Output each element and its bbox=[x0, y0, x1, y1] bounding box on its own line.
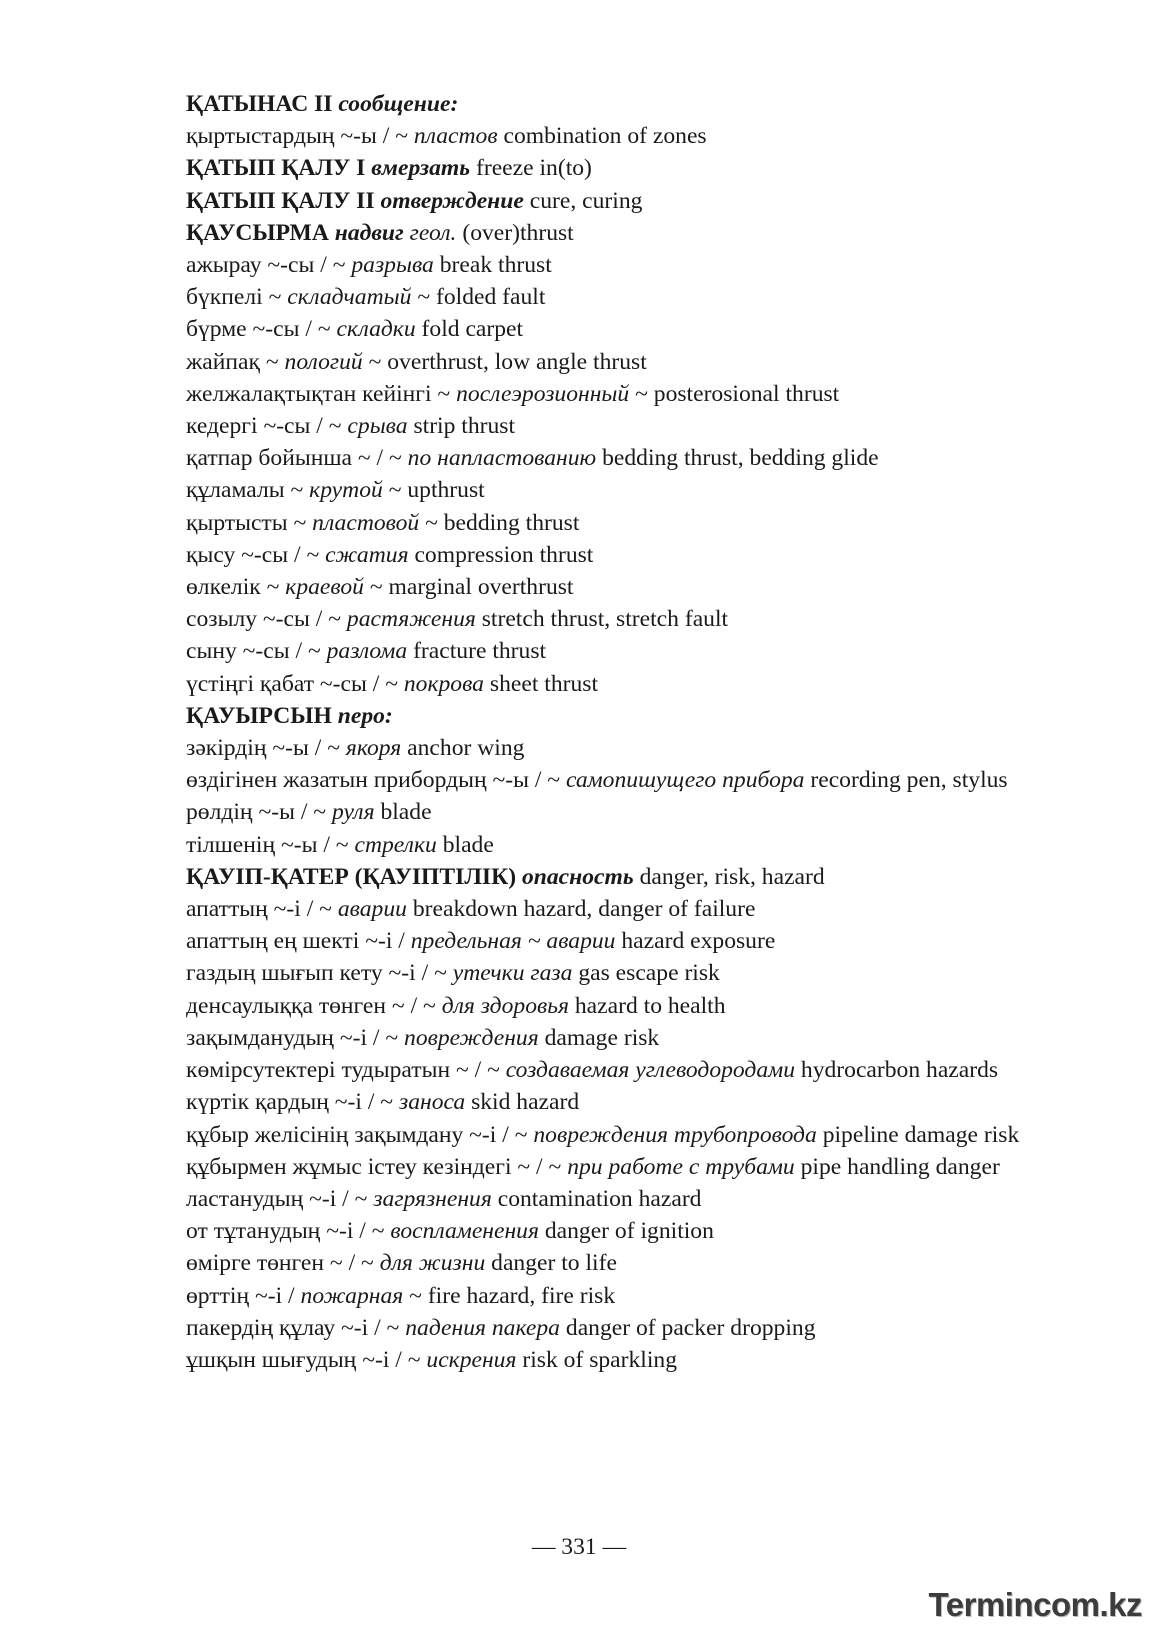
english-equivalent: pipe handling danger bbox=[800, 1153, 1000, 1180]
russian-equivalent: предельная ~ аварии bbox=[410, 928, 616, 955]
sub-entry bbox=[148, 796, 1037, 828]
sub-entry bbox=[148, 603, 1037, 635]
english-equivalent: combination of zones bbox=[503, 123, 707, 150]
kazakh-phrase: бүрме ~-сы / ~ bbox=[186, 316, 331, 343]
english-equivalent: recording pen, stylus bbox=[810, 767, 1008, 794]
kazakh-phrase: пакердің құлау ~-і / ~ bbox=[186, 1314, 400, 1341]
kazakh-phrase: қыртыстардың ~-ы / ~ bbox=[186, 123, 408, 150]
english-equivalent: fracture thrust bbox=[413, 638, 547, 665]
sub-entry bbox=[148, 281, 1037, 313]
headword: ҚАУСЫРМА bbox=[186, 219, 329, 246]
sub-entry bbox=[148, 1119, 1037, 1151]
english-equivalent: compression thrust bbox=[414, 541, 594, 568]
kazakh-phrase: от тұтанудың ~-і / ~ bbox=[186, 1218, 385, 1245]
english-equivalent: ~ fire hazard, fire risk bbox=[409, 1282, 616, 1309]
russian-equivalent: искрения bbox=[426, 1346, 517, 1373]
english-equivalent: danger, risk, hazard bbox=[639, 863, 825, 890]
russian-equivalent: сообщение: bbox=[338, 91, 459, 117]
sub-entry bbox=[148, 249, 1037, 281]
russian-equivalent: создаваемая углеводородами bbox=[505, 1057, 795, 1084]
english-equivalent: ~ bedding thrust bbox=[425, 509, 580, 536]
headword: ҚАТЫП ҚАЛУ І bbox=[186, 155, 366, 182]
sub-entry bbox=[148, 1280, 1037, 1312]
dictionary-text bbox=[148, 88, 1037, 1376]
russian-equivalent: пластовой bbox=[312, 509, 420, 536]
kazakh-phrase: созылу ~-сы / ~ bbox=[186, 606, 341, 633]
english-equivalent: strip thrust bbox=[413, 413, 516, 440]
sub-entry bbox=[148, 1183, 1037, 1215]
english-equivalent: danger of packer dropping bbox=[565, 1314, 816, 1341]
russian-equivalent: для здоровья bbox=[441, 992, 569, 1019]
sub-entry bbox=[148, 732, 1037, 764]
headword-entry bbox=[148, 152, 1037, 184]
english-equivalent: fold carpet bbox=[421, 316, 524, 343]
russian-equivalent: срыва bbox=[347, 413, 408, 440]
russian-equivalent: самопишущего прибора bbox=[565, 767, 805, 794]
russian-equivalent: краевой bbox=[285, 574, 364, 601]
kazakh-phrase: газдың шығып кету ~-і / ~ bbox=[186, 960, 447, 987]
sub-entry bbox=[148, 571, 1037, 603]
sub-entry bbox=[148, 635, 1037, 667]
russian-equivalent: растяжения bbox=[346, 606, 476, 633]
kazakh-phrase: зәкірдің ~-ы / ~ bbox=[186, 735, 340, 762]
english-equivalent: hazard exposure bbox=[621, 928, 776, 955]
russian-equivalent: крутой bbox=[309, 477, 383, 504]
english-equivalent: freeze in(to) bbox=[475, 155, 592, 182]
english-equivalent: blade bbox=[442, 831, 494, 858]
sub-entry bbox=[148, 957, 1037, 989]
english-equivalent: ~ marginal overthrust bbox=[369, 574, 574, 601]
sub-entry bbox=[148, 1086, 1037, 1118]
sub-entry bbox=[148, 668, 1037, 700]
russian-equivalent: надвиг bbox=[334, 219, 404, 246]
kazakh-phrase: құбырмен жұмыс істеу кезіндегі ~ / ~ bbox=[186, 1153, 562, 1180]
sub-entry bbox=[148, 1247, 1037, 1279]
headword-entry bbox=[148, 700, 1037, 732]
english-equivalent: ~ folded fault bbox=[417, 284, 546, 311]
english-equivalent: (over)thrust bbox=[462, 219, 574, 246]
english-equivalent: ~ overthrust, low angle thrust bbox=[368, 348, 647, 375]
sub-entry bbox=[148, 1022, 1037, 1054]
termincom-logo: Termincom.kz bbox=[928, 1586, 1142, 1623]
russian-equivalent: отверждение bbox=[380, 187, 524, 214]
russian-equivalent: пластов bbox=[413, 123, 498, 150]
english-equivalent: stretch thrust, stretch fault bbox=[481, 606, 729, 633]
kazakh-phrase: ластанудың ~-і / ~ bbox=[186, 1185, 368, 1212]
kazakh-phrase: сыну ~-сы / ~ bbox=[186, 638, 321, 665]
russian-equivalent: при работе с трубами bbox=[567, 1153, 795, 1180]
sub-entry bbox=[148, 378, 1037, 410]
english-equivalent: contamination hazard bbox=[497, 1185, 702, 1212]
russian-equivalent: загрязнения bbox=[373, 1185, 492, 1212]
sub-entry bbox=[148, 1312, 1037, 1344]
headword: ҚАТЫНАС ІІ bbox=[186, 91, 333, 117]
english-equivalent: danger of ignition bbox=[544, 1218, 714, 1245]
russian-equivalent: послеэрозионный bbox=[456, 380, 630, 407]
sub-entry bbox=[148, 410, 1037, 442]
headword: ҚАУЫРСЫН bbox=[186, 702, 332, 729]
sub-entry bbox=[148, 539, 1037, 571]
russian-equivalent: для жизни bbox=[379, 1250, 486, 1277]
russian-equivalent: руля bbox=[331, 799, 375, 826]
headword-entry bbox=[148, 185, 1037, 217]
russian-equivalent: опасность bbox=[521, 863, 634, 890]
russian-equivalent: сжатия bbox=[325, 541, 409, 568]
kazakh-phrase: өрттің ~-і / bbox=[186, 1282, 295, 1309]
english-equivalent: anchor wing bbox=[407, 735, 525, 762]
headword-entry bbox=[148, 217, 1037, 249]
kazakh-phrase: қысу ~-сы / ~ bbox=[186, 541, 320, 568]
kazakh-phrase: қатпар бойынша ~ / ~ bbox=[186, 445, 402, 472]
kazakh-phrase: қыртысты ~ bbox=[186, 509, 307, 536]
sub-entry bbox=[148, 764, 1037, 796]
english-equivalent: ~ posterosional thrust bbox=[635, 380, 840, 407]
english-equivalent: breakdown hazard, danger of failure bbox=[412, 896, 756, 923]
sub-entry bbox=[148, 1344, 1037, 1376]
sub-entry bbox=[148, 313, 1037, 345]
russian-equivalent: падения пакера bbox=[405, 1314, 560, 1341]
russian-equivalent: якоря bbox=[345, 735, 402, 762]
english-equivalent: blade bbox=[380, 799, 432, 826]
page-number: — 331 — bbox=[531, 1534, 627, 1560]
kazakh-phrase: рөлдің ~-ы / ~ bbox=[186, 799, 327, 826]
kazakh-phrase: өмірге төнген ~ / ~ bbox=[186, 1250, 374, 1277]
sub-entry bbox=[148, 1151, 1037, 1183]
usage-note: геол. bbox=[409, 219, 457, 246]
russian-equivalent: воспламенения bbox=[390, 1218, 539, 1245]
english-equivalent: hydrocarbon hazards bbox=[800, 1057, 999, 1084]
russian-equivalent: стрелки bbox=[354, 831, 437, 858]
russian-equivalent: утечки газа bbox=[452, 960, 573, 987]
russian-equivalent: пожарная bbox=[300, 1282, 404, 1309]
russian-equivalent: разрыва bbox=[351, 252, 434, 279]
russian-equivalent: повреждения трубопровода bbox=[533, 1121, 817, 1148]
sub-entry bbox=[148, 829, 1037, 861]
english-equivalent: break thrust bbox=[439, 252, 552, 279]
russian-equivalent: перо: bbox=[337, 702, 393, 729]
russian-equivalent: повреждения bbox=[404, 1024, 539, 1051]
kazakh-phrase: құламалы ~ bbox=[186, 477, 304, 504]
english-equivalent: ~ upthrust bbox=[388, 477, 485, 504]
english-equivalent: cure, curing bbox=[529, 187, 643, 214]
russian-equivalent: по напластованию bbox=[407, 445, 597, 472]
kazakh-phrase: үстіңгі қабат ~-сы / ~ bbox=[186, 670, 398, 697]
headword-entry bbox=[148, 88, 1037, 120]
english-equivalent: bedding thrust, bedding glide bbox=[602, 445, 879, 472]
russian-equivalent: пологий bbox=[284, 348, 363, 375]
sub-entry bbox=[148, 346, 1037, 378]
kazakh-phrase: тілшенің ~-ы / ~ bbox=[186, 831, 349, 858]
russian-equivalent: покрова bbox=[403, 670, 484, 697]
english-equivalent: damage risk bbox=[544, 1024, 660, 1051]
sub-entry bbox=[148, 507, 1037, 539]
sub-entry bbox=[148, 474, 1037, 506]
sub-entry bbox=[148, 1215, 1037, 1247]
sub-entry bbox=[148, 442, 1037, 474]
kazakh-phrase: көмірсутектері тудыратын ~ / ~ bbox=[186, 1057, 500, 1084]
kazakh-phrase: апаттың ең шекті ~-і / bbox=[186, 928, 405, 955]
russian-equivalent: вмерзать bbox=[371, 155, 471, 182]
russian-equivalent: аварии bbox=[337, 896, 407, 923]
kazakh-phrase: денсаулыққа төнген ~ / ~ bbox=[186, 992, 436, 1019]
kazakh-phrase: желжалақтықтан кейінгі ~ bbox=[186, 380, 451, 407]
sub-entry bbox=[148, 1054, 1037, 1086]
kazakh-phrase: кедергі ~-сы / ~ bbox=[186, 413, 342, 440]
headword: ҚАУІП-ҚАТЕР (ҚАУІПТІЛІК) bbox=[186, 863, 517, 890]
russian-equivalent: разлома bbox=[326, 638, 408, 665]
sub-entry bbox=[148, 990, 1037, 1022]
kazakh-phrase: құбыр желісінің зақымдану ~-і / ~ bbox=[186, 1121, 528, 1148]
english-equivalent: skid hazard bbox=[471, 1089, 580, 1116]
english-equivalent: pipeline damage risk bbox=[822, 1121, 1020, 1148]
kazakh-phrase: апаттың ~-і / ~ bbox=[186, 896, 332, 923]
english-equivalent: hazard to health bbox=[574, 992, 726, 1019]
english-equivalent: sheet thrust bbox=[489, 670, 599, 697]
english-equivalent: risk of sparkling bbox=[522, 1346, 678, 1373]
kazakh-phrase: зақымданудың ~-і / ~ bbox=[186, 1024, 399, 1051]
english-equivalent: danger to life bbox=[491, 1250, 617, 1277]
russian-equivalent: складчатый bbox=[287, 284, 412, 311]
russian-equivalent: складки bbox=[336, 316, 416, 343]
kazakh-phrase: ұшқын шығудың ~-і / ~ bbox=[186, 1346, 421, 1373]
english-equivalent: gas escape risk bbox=[578, 960, 720, 987]
kazakh-phrase: күртік қардың ~-і / ~ bbox=[186, 1089, 394, 1116]
sub-entry bbox=[148, 120, 1037, 152]
headword-entry bbox=[148, 861, 1037, 893]
kazakh-phrase: жайпақ ~ bbox=[186, 348, 279, 375]
kazakh-phrase: өздігінен жазатын прибордың ~-ы / ~ bbox=[186, 767, 561, 794]
russian-equivalent: заноса bbox=[398, 1089, 466, 1116]
kazakh-phrase: ажырау ~-сы / ~ bbox=[186, 252, 346, 279]
headword: ҚАТЫП ҚАЛУ ІІ bbox=[186, 187, 375, 214]
sub-entry bbox=[148, 925, 1037, 957]
kazakh-phrase: бүкпелі ~ bbox=[186, 284, 282, 311]
kazakh-phrase: өлкелік ~ bbox=[186, 574, 280, 601]
sub-entry bbox=[148, 893, 1037, 925]
